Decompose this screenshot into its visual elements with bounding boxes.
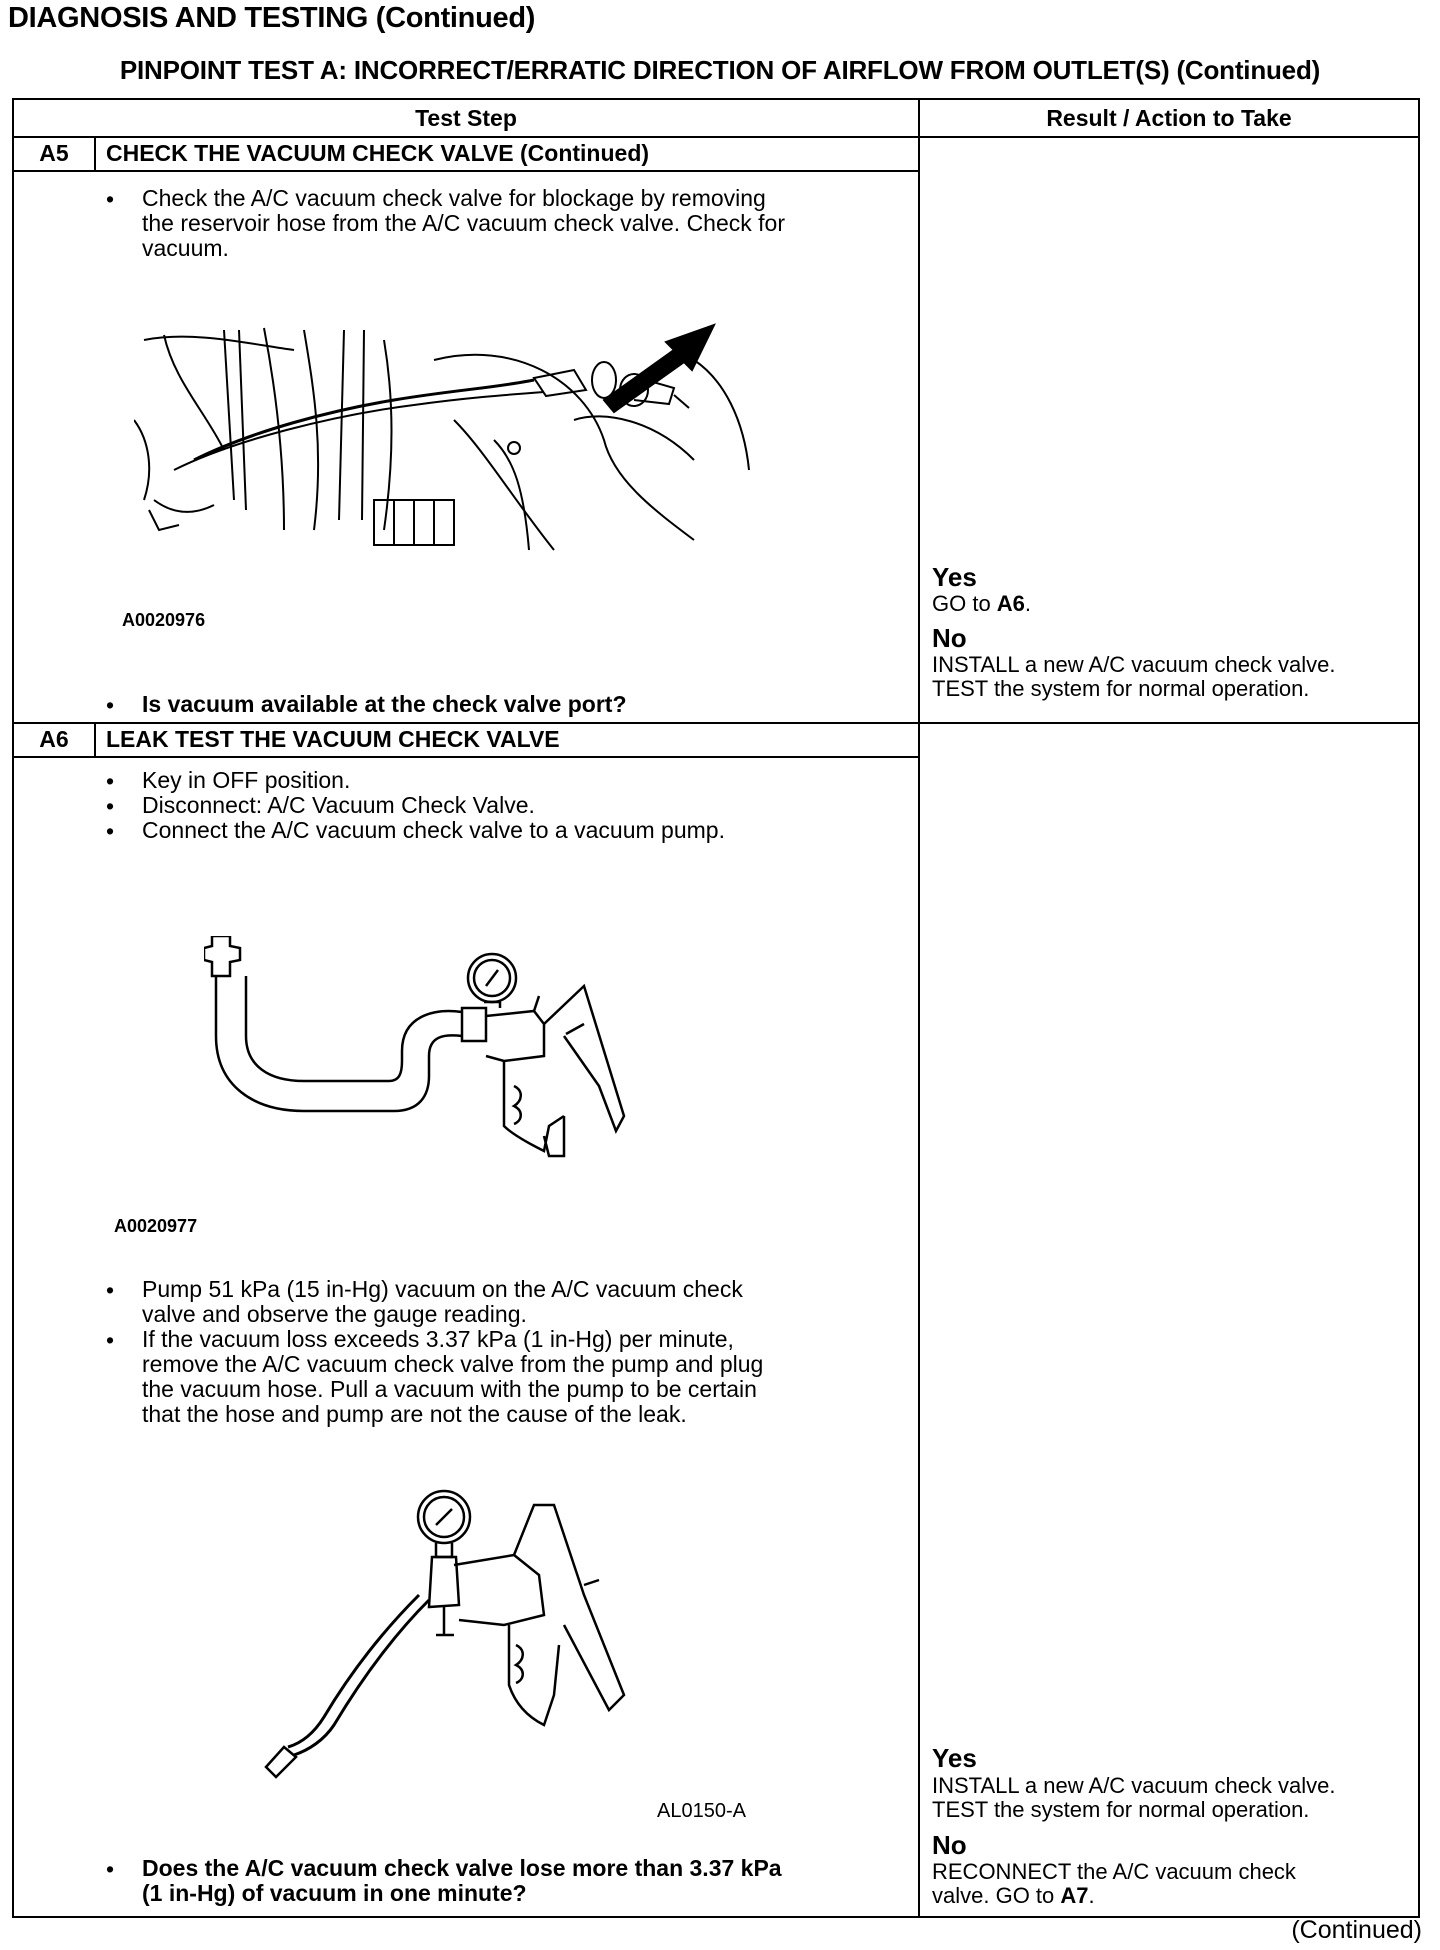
a6-instruction: Key in OFF position. xyxy=(142,767,351,793)
a6-id-divider xyxy=(94,722,96,758)
a5-no-action: INSTALL a new A/C vacuum check valve. TEST the system for normal operation. xyxy=(932,652,1336,701)
figure-label-a0020976: A0020976 xyxy=(122,610,206,630)
a5-no-label: No xyxy=(932,623,967,653)
a5-title-divider xyxy=(14,170,918,172)
a6-instruction: Connect the A/C vacuum check valve to a vacuum pump. xyxy=(142,817,725,843)
a5-id-divider xyxy=(94,136,96,172)
test-table: Test Step Result / Action to Take A5 CHECK THE VACUUM CHECK VALVE (Continued) • Check the A/C vacuum check valve for blockage by removing the reservoir hose from the A/C vacuum check valve. Check for vacuum. A0020976 • Is vacuum available at the check valve port? Yes GO to A6. No INSTALL a new A/C vacuum check valve. TEST the system for normal operation. A6 LEAK TEST THE VACUUM CHECK VALVE • Key in OFF position. • Disconnect: A/C Vacuum Check Valve. • Connect the A/C vacuum check valve to a vacuum pump. A0020977 • Pump 51 kPa (15 in-Hg) vacuum on the A/C vacuum check valve and observe the gauge reading. • If the vacuum loss exceeds 3.37 kPa (1 in-Hg) per minute, remove the A/C vacuum check valve from the pump and plug the vacuum hose. Pull a vacuum with the pump to be certain that the hose and pump are not the cause of the leak. AL0150-A • Does the A/C vacuum check valve lose more than 3.37 kPa (1 in-Hg) of vacuum in one minute? Yes INSTALL a new A/C vacuum check valve. TEST the system for normal operation. No RECONNECT the A/C vacuum check valve. GO to A7. xyxy=(12,98,1420,1918)
handheld-vacuum-pump-illustration xyxy=(254,1485,674,1785)
header-divider xyxy=(14,136,1418,138)
a5-instruction-line: Check the A/C vacuum check valve for blockage by removing xyxy=(142,185,766,211)
step-name-a5: CHECK THE VACUUM CHECK VALVE (Continued) xyxy=(106,140,650,166)
a5-question-text: Is vacuum available at the check valve port? xyxy=(142,691,627,717)
a6-title-divider xyxy=(14,756,918,758)
header-result-action: Result / Action to Take xyxy=(1046,105,1292,131)
a6-instructions-a: • Key in OFF position. • Disconnect: A/C Vacuum Check Valve. • Connect the A/C vacuum check valve to a vacuum pump. xyxy=(106,768,906,843)
a6-instruction: Disconnect: A/C Vacuum Check Valve. xyxy=(142,792,535,818)
pinpoint-test-title: PINPOINT TEST A: INCORRECT/ERRATIC DIRECTION OF AIRFLOW FROM OUTLET(S) (Continued) xyxy=(119,55,1321,85)
header-test-step: Test Step xyxy=(415,105,517,131)
step-name-a6: LEAK TEST THE VACUUM CHECK VALVE xyxy=(106,726,560,752)
a6-top-divider xyxy=(14,722,1418,724)
a5-instruction-line: vacuum. xyxy=(142,235,229,261)
figure-label-al0150-a: AL0150-A xyxy=(657,1800,746,1822)
a6-yes-label: Yes xyxy=(932,1743,977,1773)
engine-vacuum-hose-illustration xyxy=(134,300,754,560)
page-title: DIAGNOSIS AND TESTING (Continued) xyxy=(8,2,536,34)
a5-yes-action: GO to A6. xyxy=(932,591,1032,616)
check-valve-vacuum-pump-illustration xyxy=(204,936,644,1186)
step-id-a5: A5 xyxy=(39,140,69,166)
a5-yes-label: Yes xyxy=(932,562,977,592)
a6-no-action: RECONNECT the A/C vacuum check valve. GO to A7. xyxy=(932,1859,1296,1908)
a5-instruction-line: the reservoir hose from the A/C vacuum check valve. Check for xyxy=(142,210,785,236)
step-id-a6: A6 xyxy=(39,726,69,752)
figure-label-a0020977: A0020977 xyxy=(114,1216,198,1236)
continued-note: (Continued) xyxy=(1291,1916,1422,1944)
column-divider xyxy=(918,100,920,1916)
a6-yes-action: INSTALL a new A/C vacuum check valve. TEST the system for normal operation. xyxy=(932,1773,1336,1822)
a6-no-label: No xyxy=(932,1830,967,1860)
